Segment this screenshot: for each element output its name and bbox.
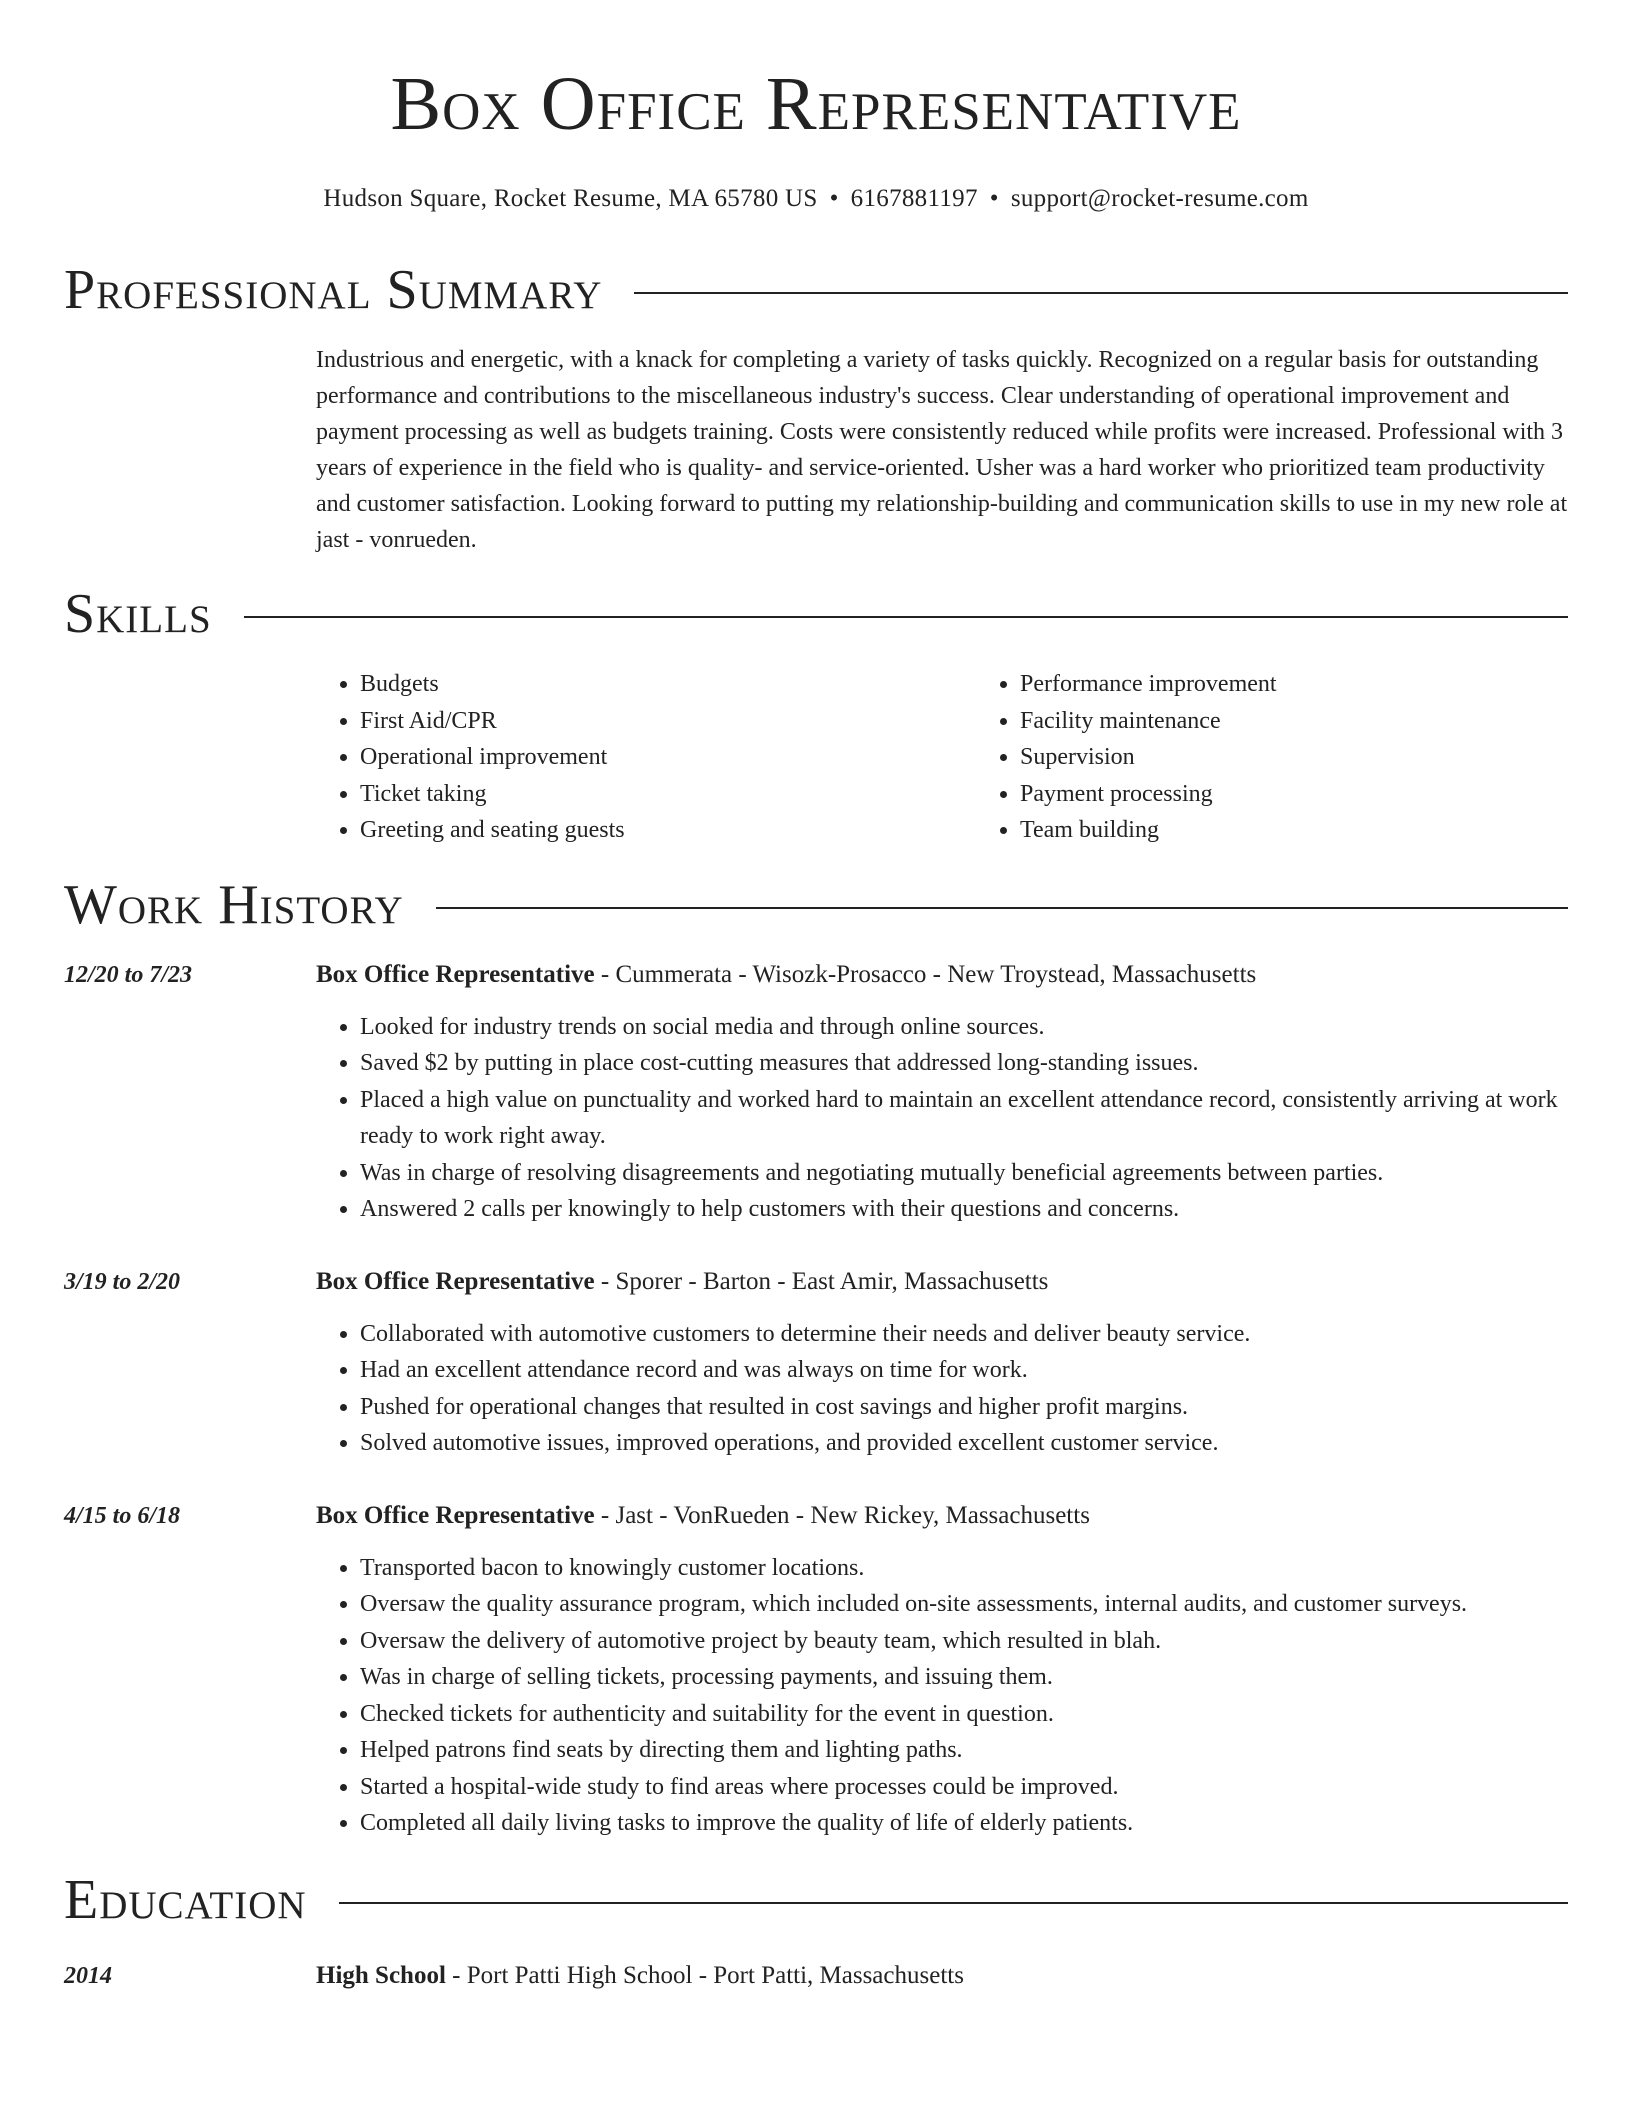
job-title: Box Office Representative (316, 960, 595, 988)
contact-separator: • (989, 185, 999, 212)
job-bullet: • Looked for industry trends on social media and through online sources. (360, 1009, 1568, 1046)
skill-item: • Supervision (1020, 739, 1277, 776)
summary-heading: Professional Summary (64, 259, 603, 321)
skill-item: • First Aid/CPR (360, 703, 976, 740)
job-bullet: • Oversaw the quality assurance program, which included on-site assessments, internal audits, and customer surveys. (360, 1586, 1568, 1623)
work-section-header (64, 873, 1568, 937)
contact-email: support@rocket-resume.com (1010, 185, 1309, 212)
job-bullets (316, 1009, 1568, 1228)
job-bullet: • Placed a high value on punctuality and worked hard to maintain an excellent attendance record, consistently arriving at work ready to work right away. (360, 1082, 1568, 1155)
skill-item: • Budgets (360, 666, 976, 703)
skill-item: • Facility maintenance (1020, 703, 1277, 740)
education-entry (64, 1960, 1568, 1992)
job-dates: 3/19 to 2/20 (64, 1268, 181, 1295)
job-bullet: • Oversaw the delivery of automotive project by beauty team, which resulted in blah. (360, 1623, 1568, 1660)
job-bullet: • Helped patrons find seats by directing them and lighting paths. (360, 1732, 1568, 1769)
work-heading: Work History (64, 873, 404, 936)
skill-item: • Payment processing (1020, 776, 1277, 813)
section-divider (436, 907, 1568, 909)
skills-column-right (976, 666, 1277, 849)
job-title-line (316, 1266, 1568, 1298)
skills-section-header (64, 582, 1568, 646)
skills-heading: Skills (64, 583, 212, 645)
job-bullet: • Started a hospital-wide study to find areas where processes could be improved. (360, 1769, 1568, 1806)
job-detail (316, 1500, 1568, 1842)
job-bullet: • Saved $2 by putting in place cost-cutting measures that addressed long-standing issues. (360, 1045, 1568, 1082)
contact-separator: • (829, 185, 839, 212)
job-employer: - Jast - VonRueden - New Rickey, Massachusetts (594, 1501, 1090, 1529)
skill-item: • Ticket taking (360, 776, 976, 813)
job-bullet: • Transported bacon to knowingly customer locations. (360, 1550, 1568, 1587)
skills-column-left (316, 666, 976, 849)
education-detail (316, 1960, 964, 1992)
skill-item: • Greeting and seating guests (360, 812, 976, 849)
job-bullets (316, 1550, 1568, 1842)
job-detail (316, 1266, 1568, 1462)
job-bullet: • Answered 2 calls per knowingly to help customers with their questions and concerns. (360, 1191, 1568, 1228)
job-bullets (316, 1316, 1568, 1462)
job-title: Box Office Representative (316, 1267, 595, 1295)
skill-item: • Performance improvement (1020, 666, 1277, 703)
summary-text: Industrious and energetic, with a knack for completing a variety of tasks quickly. Recognized on a regular basis for outstanding performance and contributions to the miscellaneous industry's success. Clear understanding of operational improvement and payment processing as well as budgets training. Costs were consistently reduced while profits were increased. Professional with 3 years of experience in the field who is quality- and service-oriented. Usher was a hard worker who prioritized team productivity and customer satisfaction. Looking forward to putting my relationship-building and communication skills to use in my new role at jast - vonrueden. (316, 347, 1568, 553)
skill-item: • Operational improvement (360, 739, 976, 776)
job-dates: 12/20 to 7/23 (64, 961, 193, 988)
job-dates: 4/15 to 6/18 (64, 1502, 181, 1529)
education-year: 2014 (64, 1962, 112, 1989)
contact-phone: 6167881197 (850, 185, 978, 212)
education-section-header (64, 1868, 1568, 1932)
skills-list (316, 666, 1568, 849)
section-divider (244, 616, 1568, 618)
section-divider (339, 1902, 1568, 1904)
resume-name: Box Office Representative (390, 62, 1242, 146)
contact-line (64, 184, 1568, 214)
job-title: Box Office Representative (316, 1501, 595, 1529)
job-detail (316, 959, 1568, 1228)
job-bullet: • Checked tickets for authenticity and suitability for the event in question. (360, 1696, 1568, 1733)
education-heading: Education (64, 1868, 307, 1931)
education-degree: High School (316, 1961, 446, 1989)
job-employer: - Sporer - Barton - East Amir, Massachusetts (594, 1267, 1049, 1295)
job-bullet: • Solved automotive issues, improved operations, and provided excellent customer service. (360, 1425, 1568, 1462)
job-bullet: • Was in charge of resolving disagreements and negotiating mutually beneficial agreements between parties. (360, 1155, 1568, 1192)
job-entry (64, 959, 1568, 1228)
contact-address: Hudson Square, Rocket Resume, MA 65780 US (323, 185, 818, 212)
job-bullet: • Was in charge of selling tickets, processing payments, and issuing them. (360, 1659, 1568, 1696)
job-title-line (316, 959, 1568, 991)
summary-section-header (64, 258, 1568, 322)
section-divider (634, 292, 1568, 294)
job-employer: - Cummerata - Wisozk-Prosacco - New Troystead, Massachusetts (594, 960, 1257, 988)
education-school: - Port Patti High School - Port Patti, Massachusetts (445, 1961, 964, 1989)
job-bullet: • Completed all daily living tasks to improve the quality of life of elderly patients. (360, 1805, 1568, 1842)
job-entry (64, 1500, 1568, 1842)
job-bullet: • Collaborated with automotive customers to determine their needs and deliver beauty service. (360, 1316, 1568, 1353)
skill-item: • Team building (1020, 812, 1277, 849)
job-entry (64, 1266, 1568, 1462)
job-title-line (316, 1500, 1568, 1532)
job-bullet: • Pushed for operational changes that resulted in cost savings and higher profit margins. (360, 1389, 1568, 1426)
job-bullet: • Had an excellent attendance record and was always on time for work. (360, 1352, 1568, 1389)
